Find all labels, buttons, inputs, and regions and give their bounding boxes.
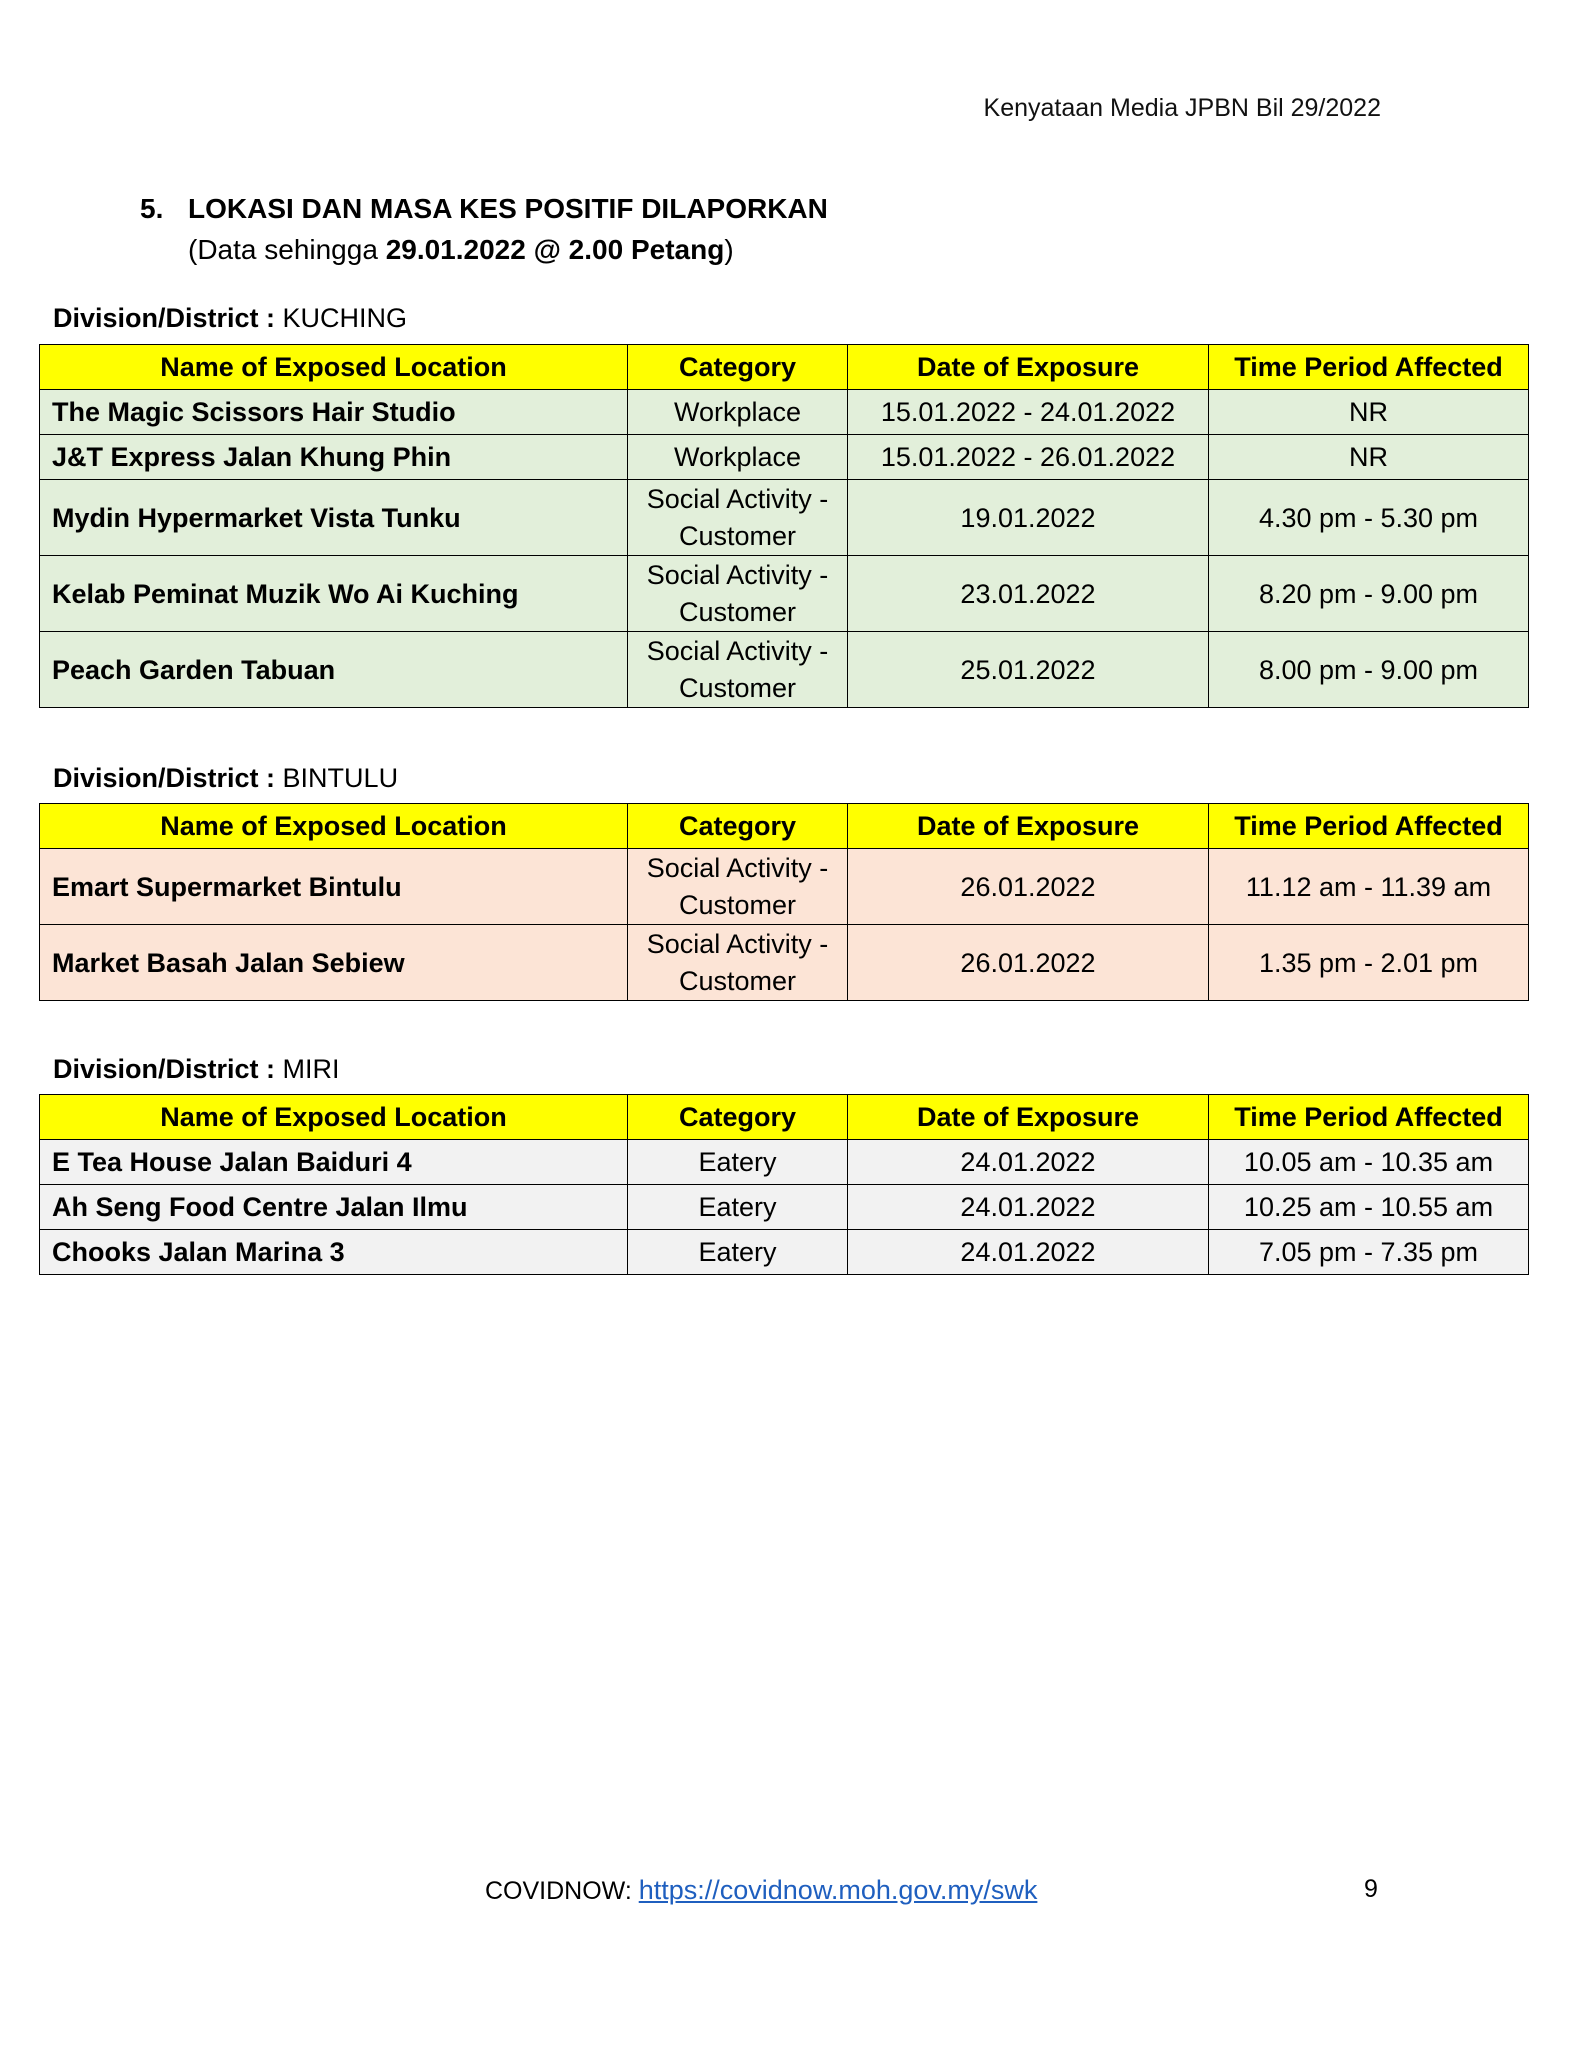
- date-cell: 24.01.2022: [848, 1185, 1209, 1230]
- table-row: [40, 925, 1529, 1001]
- category-cell: Eatery: [628, 1140, 848, 1185]
- location-cell: E Tea House Jalan Baiduri 4: [40, 1140, 628, 1185]
- time-cell: 8.00 pm - 9.00 pm: [1209, 632, 1529, 708]
- table-row: [40, 1230, 1529, 1275]
- location-cell: Peach Garden Tabuan: [40, 632, 628, 708]
- category-cell: Workplace: [628, 390, 848, 435]
- location-cell: Mydin Hypermarket Vista Tunku: [40, 480, 628, 556]
- location-cell: Emart Supermarket Bintulu: [40, 849, 628, 925]
- category-cell: Social Activity - Customer: [628, 925, 848, 1001]
- subtitle-datetime: 29.01.2022 @ 2.00 Petang: [385, 234, 725, 265]
- footer: [485, 1875, 1037, 1906]
- date-cell: 25.01.2022: [848, 632, 1209, 708]
- time-cell: 11.12 am - 11.39 am: [1209, 849, 1529, 925]
- division-label-bintulu: [53, 763, 398, 794]
- table-row: [40, 390, 1529, 435]
- column-header-location: Name of Exposed Location: [40, 804, 628, 849]
- time-cell: 4.30 pm - 5.30 pm: [1209, 480, 1529, 556]
- table-header-row: [40, 804, 1529, 849]
- location-cell: Ah Seng Food Centre Jalan Ilmu: [40, 1185, 628, 1230]
- time-cell: NR: [1209, 390, 1529, 435]
- column-header-category: Category: [628, 804, 848, 849]
- table-header-row: [40, 345, 1529, 390]
- section-number: 5.: [140, 193, 164, 224]
- time-cell: 8.20 pm - 9.00 pm: [1209, 556, 1529, 632]
- column-header-category: Category: [628, 345, 848, 390]
- table-row: [40, 1185, 1529, 1230]
- category-cell: Eatery: [628, 1230, 848, 1275]
- exposure-table-miri: [39, 1094, 1529, 1275]
- subtitle-open: (Data sehingga: [188, 234, 386, 265]
- footer-prefix: COVIDNOW:: [485, 1877, 639, 1905]
- table-row: [40, 632, 1529, 708]
- category-cell: Social Activity - Customer: [628, 480, 848, 556]
- division-name: MIRI: [282, 1054, 340, 1084]
- column-header-date: Date of Exposure: [848, 1095, 1209, 1140]
- page-header: Kenyataan Media JPBN Bil 29/2022: [983, 94, 1381, 122]
- time-cell: 10.05 am - 10.35 am: [1209, 1140, 1529, 1185]
- category-cell: Social Activity - Customer: [628, 849, 848, 925]
- table-row: [40, 556, 1529, 632]
- category-cell: Eatery: [628, 1185, 848, 1230]
- table-row: [40, 1140, 1529, 1185]
- column-header-date: Date of Exposure: [848, 345, 1209, 390]
- location-cell: The Magic Scissors Hair Studio: [40, 390, 628, 435]
- time-cell: 7.05 pm - 7.35 pm: [1209, 1230, 1529, 1275]
- location-cell: J&T Express Jalan Khung Phin: [40, 435, 628, 480]
- subtitle-close: ): [724, 234, 734, 265]
- date-cell: 15.01.2022 - 26.01.2022: [848, 435, 1209, 480]
- covidnow-link[interactable]: https://covidnow.moh.gov.my/swk: [638, 1875, 1038, 1905]
- division-label-prefix: Division/District :: [53, 1054, 283, 1084]
- time-cell: 10.25 am - 10.55 am: [1209, 1185, 1529, 1230]
- section-title: [140, 193, 828, 225]
- exposure-table-bintulu: [39, 803, 1529, 1001]
- division-label-prefix: Division/District :: [53, 763, 283, 793]
- section-subtitle: [188, 234, 734, 266]
- section-title-text: LOKASI DAN MASA KES POSITIF DILAPORKAN: [188, 193, 828, 224]
- column-header-location: Name of Exposed Location: [40, 345, 628, 390]
- location-cell: Kelab Peminat Muzik Wo Ai Kuching: [40, 556, 628, 632]
- table-row: [40, 435, 1529, 480]
- column-header-time: Time Period Affected: [1209, 345, 1529, 390]
- date-cell: 19.01.2022: [848, 480, 1209, 556]
- table-row: [40, 849, 1529, 925]
- date-cell: 15.01.2022 - 24.01.2022: [848, 390, 1209, 435]
- column-header-location: Name of Exposed Location: [40, 1095, 628, 1140]
- column-header-time: Time Period Affected: [1209, 804, 1529, 849]
- category-cell: Workplace: [628, 435, 848, 480]
- time-cell: 1.35 pm - 2.01 pm: [1209, 925, 1529, 1001]
- page-number: 9: [1364, 1875, 1378, 1903]
- table-header-row: [40, 1095, 1529, 1140]
- date-cell: 24.01.2022: [848, 1230, 1209, 1275]
- division-label-prefix: Division/District :: [53, 303, 283, 333]
- exposure-table-kuching: [39, 344, 1529, 708]
- location-cell: Chooks Jalan Marina 3: [40, 1230, 628, 1275]
- time-cell: NR: [1209, 435, 1529, 480]
- date-cell: 26.01.2022: [848, 925, 1209, 1001]
- column-header-time: Time Period Affected: [1209, 1095, 1529, 1140]
- division-name: BINTULU: [282, 763, 399, 793]
- division-name: KUCHING: [282, 303, 408, 333]
- location-cell: Market Basah Jalan Sebiew: [40, 925, 628, 1001]
- division-label-miri: [53, 1054, 340, 1085]
- column-header-category: Category: [628, 1095, 848, 1140]
- category-cell: Social Activity - Customer: [628, 632, 848, 708]
- date-cell: 23.01.2022: [848, 556, 1209, 632]
- division-label-kuching: [53, 303, 407, 334]
- column-header-date: Date of Exposure: [848, 804, 1209, 849]
- date-cell: 24.01.2022: [848, 1140, 1209, 1185]
- table-row: [40, 480, 1529, 556]
- category-cell: Social Activity - Customer: [628, 556, 848, 632]
- date-cell: 26.01.2022: [848, 849, 1209, 925]
